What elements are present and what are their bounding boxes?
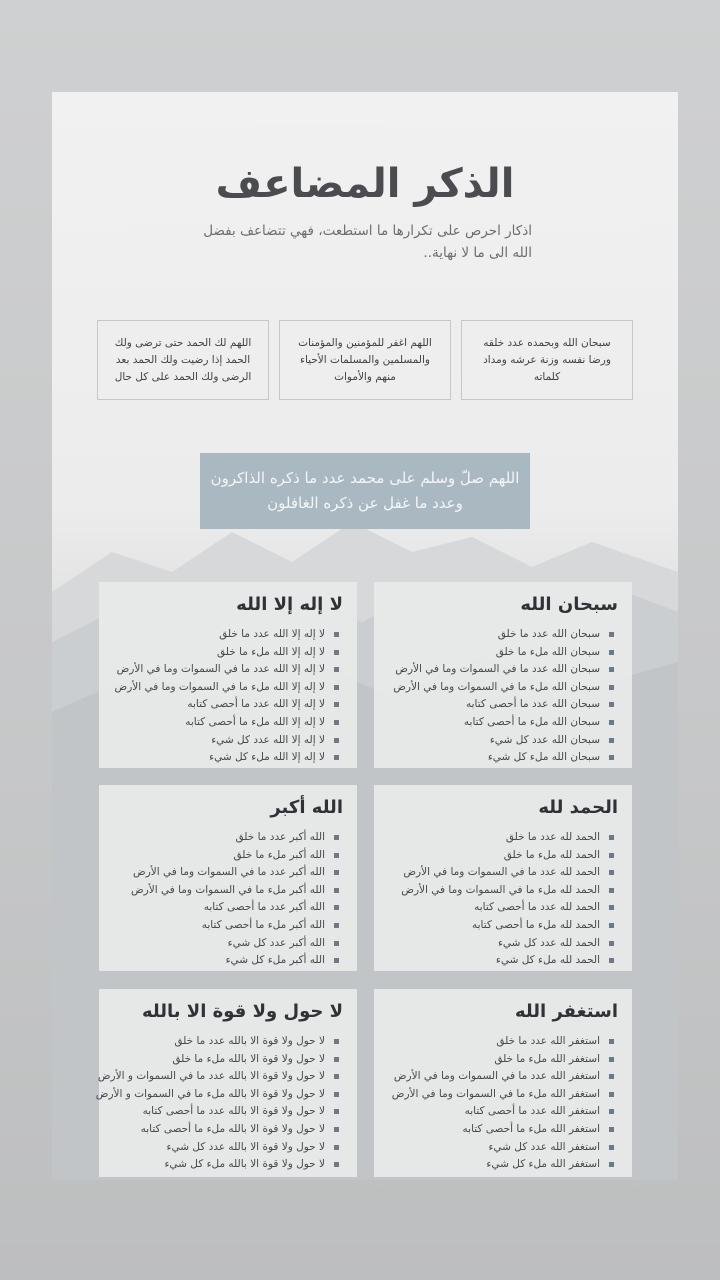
list-item: لا حول ولا قوة الا بالله ملء كل شيء [111,1156,339,1174]
list-item: لا إله إلا الله عدد ما أحصى كتابه [111,696,339,714]
poster [52,92,678,1180]
card-list [386,626,620,767]
list-item: لا إله إلا الله ملء كل شيء [111,749,339,767]
list-item: الحمد لله ملء ما خلق [386,847,614,865]
list-item: الحمد لله عدد كل شيء [386,935,614,953]
list-item: لا حول ولا قوة الا بالله عدد ما خلق [111,1033,339,1051]
intro-boxes [97,320,633,402]
list-item: استغفر الله عدد ما في السموات وما في الأرض [386,1068,614,1086]
list-item: الحمد لله عدد ما في السموات وما في الأرض [386,864,614,882]
list-item: الحمد لله عدد ما أحصى كتابه [386,899,614,917]
list-item: استغفر الله عدد ما أحصى كتابه [386,1103,614,1121]
list-item: لا حول ولا قوة الا بالله ملء ما خلق [111,1051,339,1069]
list-item: الله أكبر ملء كل شيء [111,952,339,970]
list-item: استغفر الله ملء ما خلق [386,1051,614,1069]
list-item: سبحان الله ملء ما خلق [386,644,614,662]
card-list [111,626,345,767]
list-item: سبحان الله عدد ما أحصى كتابه [386,696,614,714]
card-list [386,829,620,970]
list-item: سبحان الله ملء كل شيء [386,749,614,767]
card-list [111,829,345,970]
list-item: الله أكبر عدد ما أحصى كتابه [111,899,339,917]
list-item: لا حول ولا قوة الا بالله عدد كل شيء [111,1139,339,1157]
list-item: الحمد لله ملء كل شيء [386,952,614,970]
subtitle: اذكار احرص على تكرارها ما استطعت، فهي تتضاعف بفضل الله الى ما لا نهاية.. [203,223,532,261]
list-item: لا إله إلا الله ملء ما في السموات وما في الأرض [111,679,339,697]
intro-box-3: اللهم لك الحمد حتى ترضى ولك الحمد إذا رضيت ولك الحمد بعد الرضى ولك الحمد على كل حال [97,320,269,400]
card-title: الله أكبر [268,793,345,823]
list-item: سبحان الله ملء ما في السموات وما في الأرض [386,679,614,697]
list-item: سبحان الله عدد كل شيء [386,732,614,750]
list-item: استغفر الله ملء كل شيء [386,1156,614,1174]
list-item: استغفر الله عدد كل شيء [386,1139,614,1157]
card-list [95,1033,345,1174]
card-list [386,1033,620,1174]
list-item: الحمد لله ملء ما في السموات وما في الأرض [386,882,614,900]
list-item: الله أكبر ملء ما أحصى كتابه [111,917,339,935]
list-item: سبحان الله عدد ما في السموات وما في الأرض [386,661,614,679]
card-title: لا إله إلا الله [234,590,345,620]
list-item: لا إله إلا الله عدد ما خلق [111,626,339,644]
list-item: سبحان الله عدد ما خلق [386,626,614,644]
list-item: الله أكبر ملء ما في السموات وما في الأرض [111,882,339,900]
list-item: استغفر الله ملء ما أحصى كتابه [386,1121,614,1139]
intro-box-2: اللهم اغفر للمؤمنين والمؤمنات والمسلمين والمسلمات الأحياء منهم والأموات [279,320,451,400]
page-title: الذكر المضاعف [208,158,523,210]
list-item: الله أكبر عدد كل شيء [111,935,339,953]
list-item: لا حول ولا قوة الا بالله ملء ما أحصى كتابه [111,1121,339,1139]
card-title: الحمد لله [536,793,620,823]
list-item: الحمد لله عدد ما خلق [386,829,614,847]
salawat-banner: اللهم صلّ وسلم على محمد عدد ما ذكره الذاكرون وعدد ما غفل عن ذكره الغافلون [200,453,530,529]
list-item: الله أكبر عدد ما خلق [111,829,339,847]
list-item: استغفر الله ملء ما في السموات وما في الأرض [386,1086,614,1104]
title-wrap [52,158,678,210]
card-title: سبحان الله [518,590,620,620]
intro-box-1: سبحان الله وبحمده عدد خلقه ورضا نفسه وزنة عرشه ومداد كلماته [461,320,633,400]
list-item: سبحان الله ملء ما أحصى كتابه [386,714,614,732]
card-astaghfirullah [374,989,632,1177]
card-title: لا حول ولا قوة الا بالله [140,997,345,1027]
list-item: الحمد لله ملء ما أحصى كتابه [386,917,614,935]
card-title: استغفر الله [513,997,620,1027]
list-item: لا إله إلا الله عدد كل شيء [111,732,339,750]
card-alhamdulillah [374,785,632,971]
list-item: لا حول ولا قوة الا بالله عدد ما أحصى كتابه [111,1103,339,1121]
list-item: لا حول ولا قوة الا بالله عدد ما في السموات و الأرض [111,1068,339,1086]
list-item: الله أكبر عدد ما في السموات وما في الأرض [111,864,339,882]
list-item: لا إله إلا الله عدد ما في السموات وما في الأرض [111,661,339,679]
card-subhanallah [374,582,632,768]
list-item: استغفر الله عدد ما خلق [386,1033,614,1051]
list-item: الله أكبر ملء ما خلق [111,847,339,865]
card-la-ilaha-illallah [99,582,357,768]
list-item: لا إله إلا الله ملء ما أحصى كتابه [111,714,339,732]
list-item: لا إله إلا الله ملء ما خلق [111,644,339,662]
card-la-hawla [95,989,357,1177]
list-item: لا حول ولا قوة الا بالله ملء ما في السموات و الأرض [111,1086,339,1104]
card-allahu-akbar [99,785,357,971]
